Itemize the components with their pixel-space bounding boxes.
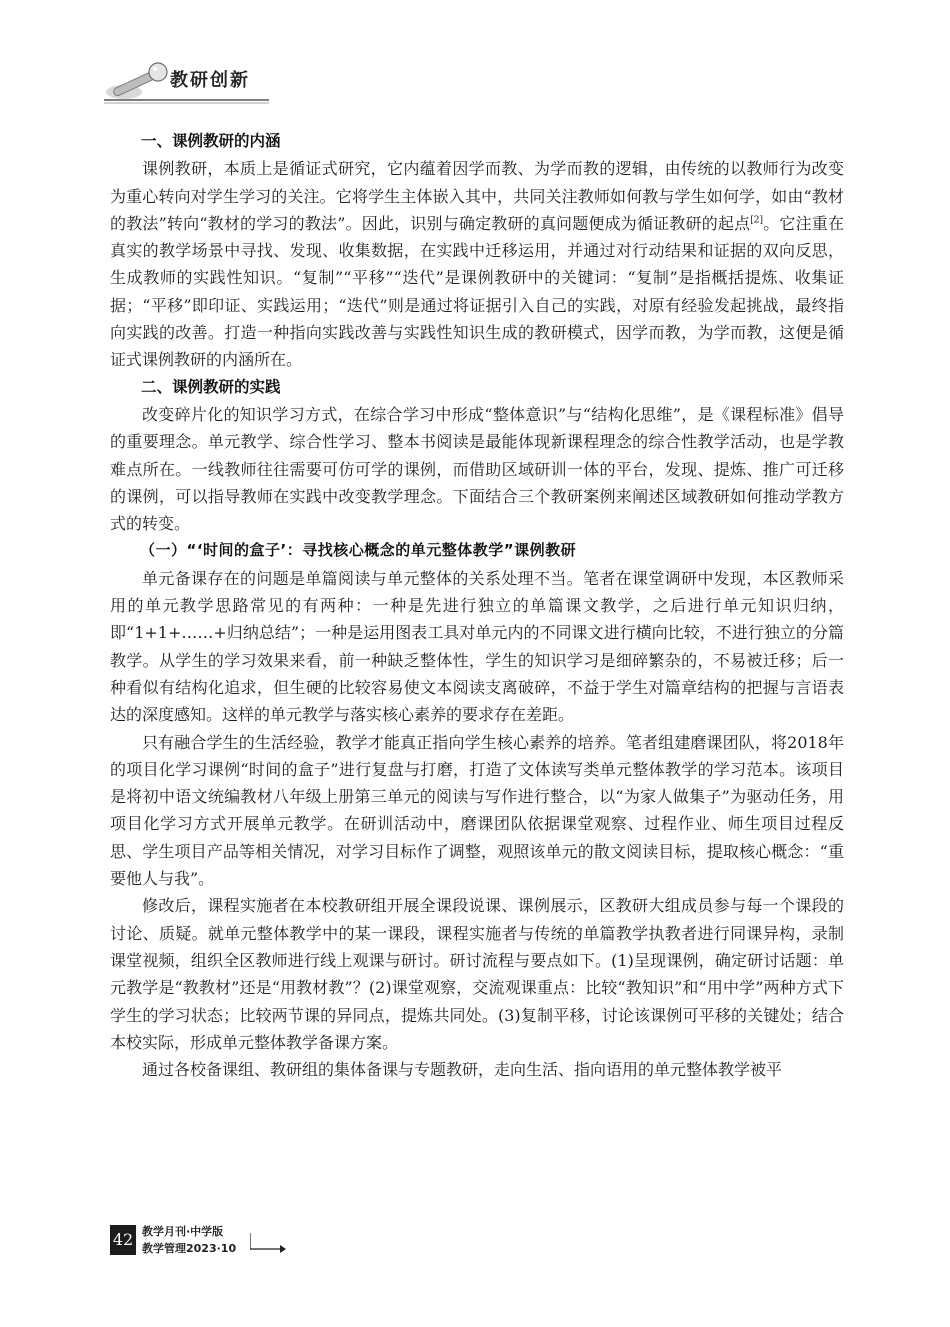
section-title: 教研创新 bbox=[170, 70, 250, 91]
paragraph-text: 课例教研，本质上是循证式研究，它内蕴着因学而教、为学而教的逻辑，由传统的以教师行为改变为重心转向对学生学习的关注。它将学生主体嵌入其中，共同关注教师如何教与学生如何学，如由“教材的教法”转向“教材的学习的教法”。因此，识别与确定教研的真问题便成为循证教研的起点 bbox=[110, 159, 844, 233]
paragraph-unit-problem: 单元备课存在的问题是单篇阅读与单元整体的关系处理不当。笔者在课堂调研中发现，本区教师采用的单元教学思路常见的有两种：一种是先进行独立的单篇课文教学，之后进行单元知识归纳，即“1+1+……+归纳总结”；一种是运用图表工具对单元内的不同课文进行横向比较，不进行独立的分篇教学。从学生的学习效果来看，前一种缺乏整体性，学生的知识学习是细碎繁杂的，不易被迁移；后一种看似有结构化追求，但生硬的比较容易使文本阅读支离破碎，不益于学生对篇章结构的把握与言语表达的深度感知。这样的单元教学与落实核心素养的要求存在差距。 bbox=[110, 568, 844, 725]
arrow-right-icon bbox=[250, 1233, 286, 1253]
heading-practice: 二、课例教研的实践 bbox=[141, 377, 281, 396]
heading-connotation: 一、课例教研的内涵 bbox=[141, 132, 281, 150]
subheading-case-one: （一）“‘时间的盒子’：寻找核心概念的单元整体教学”课例教研 bbox=[140, 541, 577, 560]
journal-issue: 教学管理2023·10 bbox=[142, 1242, 237, 1255]
journal-name: 教学月刊·中学版 bbox=[142, 1225, 224, 1238]
paragraph-project-case: 只有融合学生的生活经验，教学才能真正指向学生核心素养的培养。笔者组建磨课团队，将2018年的项目化学习课例“时间的盒子”进行复盘与打磨，打造了文体读写类单元整体教学的学习范本。该项目是将初中语文统编教材八年级上册第三单元的阅读与写作进行整合，以“为家人做集子”为驱动任务，用项目化学习方式开展单元教学。在研训活动中，磨课团队依据课堂观察、过程作业、师生项目过程反思、学生项目产品等相关情况，对学习目标作了调整，观照该单元的散文阅读目标，提取核心概念：“重要他人与我”。 bbox=[110, 732, 844, 889]
paragraph-continuation: 通过各校备课组、教研组的集体备课与专题教研，走向生活、指向语用的单元整体教学被平 bbox=[142, 1060, 783, 1080]
article-body bbox=[110, 128, 844, 1083]
paragraph-connotation bbox=[110, 155, 844, 373]
citation-mark: [2] bbox=[750, 215, 764, 226]
page-header bbox=[104, 58, 274, 106]
page-number: 42 bbox=[110, 1225, 136, 1255]
paragraph-practice: 改变碎片化的知识学习方式，在综合学习中形成“整体意识”与“结构化思维”，是《课程标准》倡导的重要理念。单元教学、综合性学习、整本书阅读是最能体现新课程理念的综合性教学活动，也是学教难点所在。一线教师往往需要可仿可学的课例，而借助区域研训一体的平台，发现、提炼、推广可迁移的课例，可以指导教师在实践中改变教学理念。下面结合三个教研案例来阐述区域教研如何推动学教方式的转变。 bbox=[110, 404, 844, 534]
paragraph-text: 。它注重在真实的教学场景中寻找、发现、收集数据，在实践中迁移运用，并通过对行动结果和证据的双向反思，生成教师的实践性知识。“复制”“平移”“迭代”是课例教研中的关键词：“复制”是指概括提炼、收集证据；“平移”即印证、实践运用；“迭代”则是通过将证据引入自己的实践，对原有经验发起挑战，最终指向实践的改善。打造一种指向实践改善与实践性知识生成的教研模式，因学而教，为学而教，这便是循证式课例教研的内涵所在。 bbox=[110, 213, 844, 370]
paragraph-revision: 修改后，课程实施者在本校教研组开展全课段说课、课例展示，区教研大组成员参与每一个课段的讨论、质疑。就单元整体教学中的某一课段，课程实施者与传统的单篇教学执教者进行同课异构，录制课堂视频，组织全区教师进行线上观课与研讨。研讨流程与要点如下。(1)呈现课例，确定研讨话题：单元教学是“教教材”还是“用教材教”？(2)课堂观察，交流观课重点：比较“教知识”和“用中学”两种方式下学生的学习状态；比较两节课的异同点，提炼共同处。(3)复制平移，讨论该课例可平移的关键处；结合本校实际，形成单元整体教学备课方案。 bbox=[110, 896, 844, 1052]
page-footer bbox=[110, 1219, 310, 1269]
